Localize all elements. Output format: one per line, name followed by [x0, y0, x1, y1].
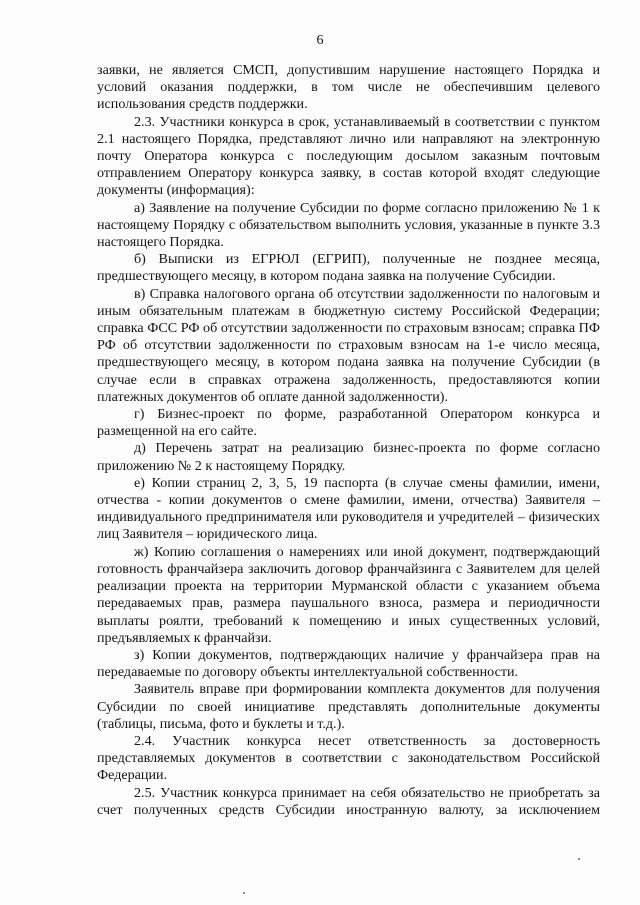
scan-speck	[243, 892, 245, 894]
paragraph-item-v: в) Справка налогового органа об отсутствии задолженности по налоговым и иным обязательным платежам в бюджетную систему Российской Федерации; справка ФСС РФ об отсутствии задолженности по страховым взносам; справка ПФ РФ об отсутствии задолженности по страховым взносам на 1-е число месяца, предшествующего месяцу, в котором подана заявка на получение Субсидии (в случае если в справках отражена задолженность, предоставляются копии платежных документов об оплате данной задолженности).	[97, 285, 600, 405]
paragraph-item-zh: ж) Копию соглашения о намерениях или иной документ, подтверждающий готовность франчайзера заключить договор франчайзинга с Заявителем для целей реализации проекта на территории Мурманской области с указанием объема передаваемых прав, размера паушального взноса, размера и периодичности выплаты роялти, требований к помещению и иных существенных условий, предъявляемых к франчайзи.	[97, 543, 600, 646]
paragraph-item-a: а) Заявление на получение Субсидии по форме согласно приложению № 1 к настоящему Порядку с обязательством выполнить условия, указанные в пункте 3.3 настоящего Порядка.	[97, 199, 600, 251]
paragraph-item-e: е) Копии страниц 2, 3, 5, 19 паспорта (в случае смены фамилии, имени, отчества - копии документов о смене фамилии, имени, отчества) Заявителя – индивидуального предпринимателя или руководителя и учредителей – физических лиц Заявителя – юридического лица.	[97, 474, 600, 543]
paragraph-2-4: 2.4. Участник конкурса несет ответственность за достоверность представляемых документов в соответствии с законодательством Российской Федерации.	[97, 732, 600, 784]
scan-speck	[578, 858, 580, 860]
document-body	[97, 62, 600, 819]
paragraph-applicant-right: Заявитель вправе при формировании комплекта документов для получения Субсидии по своей инициативе представлять дополнительные документы (таблицы, письма, фото и буклеты и т.д.).	[97, 681, 600, 732]
paragraph-continuation: заявки, не является СМСП, допустившим нарушение настоящего Порядка и условий оказания поддержки, в том числе не обеспечившим целевого использования средств поддержки.	[97, 62, 600, 113]
paragraph-item-g: г) Бизнес-проект по форме, разработанной Оператором конкурса и размещенной на его сайте.	[97, 406, 600, 440]
paragraph-item-z: з) Копии документов, подтверждающих наличие у франчайзера прав на передаваемые по договору объекты интеллектуальной собственности.	[97, 646, 600, 681]
paragraph-2-3: 2.3. Участники конкурса в срок, устанавливаемый в соответствии с пунктом 2.1 настоящего Порядка, представляют лично или направляют на электронную почту Оператора конкурса с последующим досылом заказным почтовым отправлением Оператору конкурса заявку, в состав которой входят следующие документы (информация):	[97, 113, 600, 199]
paragraph-2-5: 2.5. Участник конкурса принимает на себя обязательство не приобретать за счет полученных средств Субсидии иностранную валюту, за исключением	[97, 784, 600, 818]
page-number: 6	[316, 33, 324, 48]
paragraph-item-d: д) Перечень затрат на реализацию бизнес-проекта по форме согласно приложению № 2 к настоящему Порядку.	[97, 440, 600, 474]
paragraph-item-b: б) Выписки из ЕГРЮЛ (ЕГРИП), полученные не позднее месяца, предшествующего месяцу, в котором подана заявка на получение Субсидии.	[97, 251, 600, 285]
